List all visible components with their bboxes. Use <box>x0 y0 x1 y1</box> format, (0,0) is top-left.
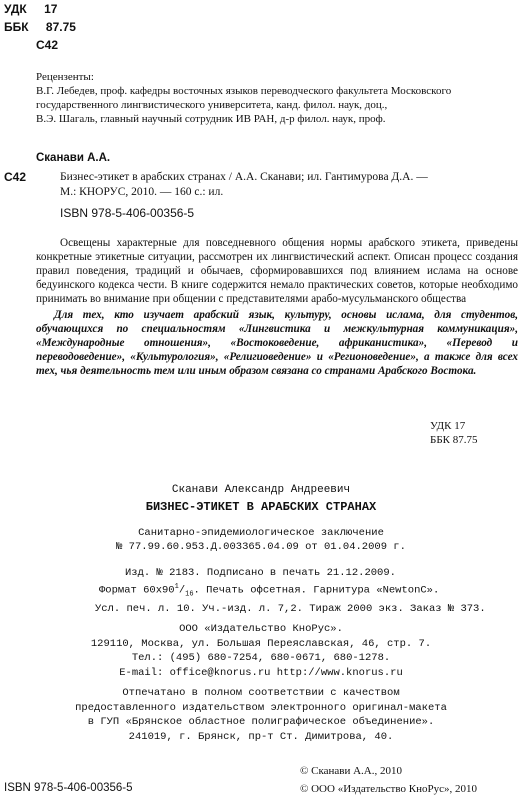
sanitary-line-2: № 77.99.60.953.Д.003365.04.09 от 01.04.2009 г. <box>116 541 406 553</box>
format-sub: 16 <box>185 590 194 599</box>
reviewers-block <box>36 70 518 126</box>
printed-line-4: 241019, г. Брянск, пр-т Ст. Димитрова, 40. <box>128 730 394 743</box>
imprint-title: БИЗНЕС-ЭТИКЕТ В АРАБСКИХ СТРАНАХ <box>145 500 377 514</box>
format-rest: . Печать офсетная. Гарнитура «NewtonC». <box>193 584 440 597</box>
entry-author: Сканави А.А. <box>36 152 111 164</box>
printed-line-1: Отпечатано в полном соответствии с качеством <box>122 687 400 699</box>
udk-right: УДК 17 <box>430 420 466 432</box>
bbk-right: ББК 87.75 <box>430 434 478 446</box>
publisher-name: ООО «Издательство КноРус». <box>179 623 343 635</box>
classification-right <box>430 419 520 447</box>
format-sup: 1 <box>174 583 179 591</box>
copyright-block <box>300 762 520 798</box>
udk-header <box>4 2 57 16</box>
udk-value: 17 <box>44 2 58 16</box>
entry-line-1: Бизнес-этикет в арабских странах / А.А. Сканави; ил. Гантимурова Д.А. — <box>60 171 428 183</box>
imprint-author: Сканави Александр Андреевич <box>171 484 351 496</box>
printed-block <box>0 686 522 744</box>
publisher-address: 129110, Москва, ул. Большая Переяславская, 46, стр. 7. <box>90 637 432 650</box>
entry-isbn: ISBN 978-5-406-00356-5 <box>60 206 195 220</box>
footer-isbn: ISBN 978-5-406-00356-5 <box>4 782 133 794</box>
entry-code: С42 <box>4 170 27 184</box>
annotation-paragraph: Освещены характерные для повседневного общения нормы арабского этикета, приведены конкретные этикетные ситуации, рассмотрен их лингвистический аспект. Описан процесс создания правил поведения, традиций и обычаев, сформировавшихся под влиянием ислама на основе бедуинского кодекса чести. В книге содержится немало практических советов, которые необходимо принимать во внимание при общении с представителями арабо-мусульманского общества <box>36 237 518 305</box>
printed-line-3: в ГУП «Брянское областное полиграфическое объединение». <box>87 716 435 728</box>
audience-paragraph: Для тех, кто изучает арабский язык, культуру, основы ислама, для студентов, обучающихся по специальностям «Лингвистика и межкультурная коммуникация», «Международные отношения», «Востоковедение, африканистика», «Перевод и переводоведение», «Культурология», «Религиоведение» и «Регионоведение», а также для всех тех, чья деятельность тем или иным образом связана со странами Арабского Востока. <box>36 309 518 377</box>
format-text: Формат 60х90 <box>99 584 175 597</box>
reviewers-title: Рецензенты: <box>36 71 94 83</box>
sanitary-block <box>0 526 522 554</box>
print-details <box>95 566 515 616</box>
reviewer-line: государственного лингвистического университета, канд. филол. наук, доц., <box>36 99 388 111</box>
bbk-value: 87.75 <box>45 20 76 34</box>
printed-line-2: предоставленного издательством электронного оригинал-макета <box>75 701 447 714</box>
author-code: С42 <box>36 38 59 52</box>
print-line-2: Формат $60х90^1/_{16}$. Печать офсетная. Гарнитура «NewtonC». <box>99 583 440 599</box>
entry-bibliographic <box>60 170 520 200</box>
publisher-phone: Тел.: (495) 680-7254, 680-0671, 680-1278. <box>131 652 391 664</box>
publisher-block <box>0 622 522 680</box>
copyright-publisher: © ООО «Издательство КноРус», 2010 <box>300 783 477 795</box>
udk-label: УДК <box>4 2 27 16</box>
sanitary-line-1: Санитарно-эпидемиологическое заключение <box>138 527 384 539</box>
print-line-1: Изд. № 2183. Подписано в печать 21.12.2009. <box>125 567 396 579</box>
bbk-header <box>4 20 76 34</box>
reviewer-line: В.Э. Шагаль, главный научный сотрудник ИВ РАН, д-р филол. наук, проф. <box>36 113 386 125</box>
copyright-author: © Сканави А.А., 2010 <box>300 765 402 777</box>
entry-line-2: М.: КНОРУС, 2010. — 160 с.: ил. <box>60 186 224 198</box>
publisher-email: E-mail: office@knorus.ru http://www.knorus.ru <box>119 666 403 679</box>
reviewer-line: В.Г. Лебедев, проф. кафедры восточных языков переводческого факультета Московского <box>36 85 452 97</box>
print-line-3: Усл. печ. л. 10. Уч.-изд. л. 7,2. Тираж 2000 экз. Заказ № 373. <box>95 602 486 615</box>
bbk-label: ББК <box>4 20 29 34</box>
